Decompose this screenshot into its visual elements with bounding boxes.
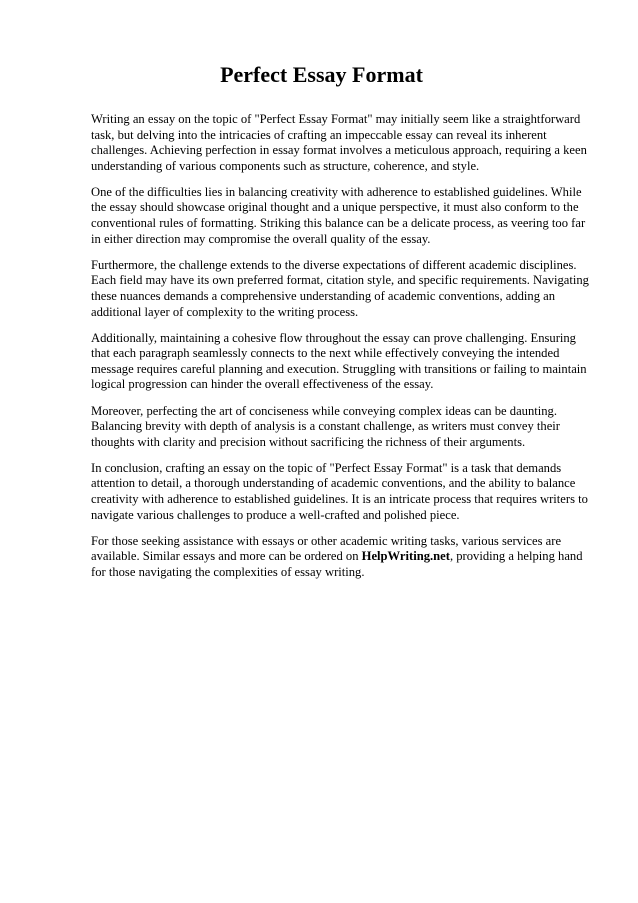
closing-text-after: , providing a helping hand for those navigating the complexities of essay writing. (91, 549, 583, 579)
paragraph-balance: One of the difficulties lies in balancing creativity with adherence to established guidelines. While the essay should showcase original thought and a unique perspective, it must also conform to the conventional rules of formatting. Striking this balance can be a delicate process, as veering too far in either direction may compromise the overall quality of the essay. (91, 184, 586, 246)
paragraph-closing (91, 534, 594, 581)
closing-text-before: For those seeking assistance with essays or other academic writing tasks, various services are available. Similar essays and more can be ordered on (91, 533, 562, 564)
document-title: Perfect Essay Format (220, 62, 423, 87)
paragraph-intro: Writing an essay on the topic of "Perfect Essay Format" may initially seem like a straightforward task, but delving into the intricacies of crafting an impeccable essay can reveal its inherent challenges. Achieving perfection in essay format involves a meticulous approach, requiring a keen understanding of various components such as structure, coherence, and style. (91, 112, 587, 173)
brand-name: HelpWriting.net (361, 549, 450, 564)
paragraph-flow: Additionally, maintaining a cohesive flow throughout the essay can prove challenging. Ensuring that each paragraph seamlessly connects to the next while effectively conveying the intended message requires careful planning and execution. Struggling with transitions or failing to maintain logical progression can hinder the overall effectiveness of the essay. (91, 330, 587, 392)
paragraph-conclusion: In conclusion, crafting an essay on the topic of "Perfect Essay Format" is a task that demands attention to detail, a thorough understanding of academic conventions, and the ability to balance creativity with adherence to established guidelines. It is an intricate process that requires writers to navigate various challenges to produce a well-crafted and polished piece. (91, 460, 588, 522)
paragraph-disciplines: Furthermore, the challenge extends to the diverse expectations of different academic disciplines. Each field may have its own preferred format, citation style, and specific requirements. Navigating these nuances demands a comprehensive understanding of academic conventions, adding an additional layer of complexity to the writing process. (91, 257, 589, 319)
paragraph-conciseness: Moreover, perfecting the art of conciseness while conveying complex ideas can be daunting. Balancing brevity with depth of analysis is a constant challenge, as writers must convey their thoughts with clarity and precision without sacrificing the richness of their arguments. (91, 403, 560, 449)
